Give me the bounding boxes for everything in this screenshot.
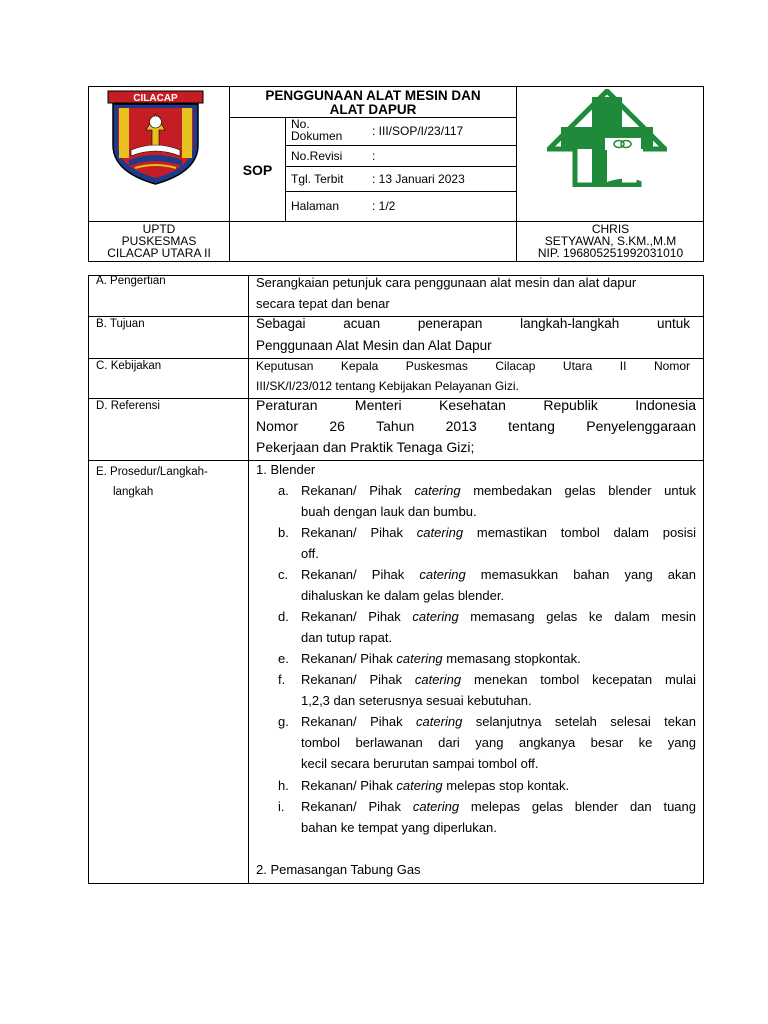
list-item <box>301 564 696 606</box>
list-item-letter: g. <box>278 714 289 729</box>
list-item <box>301 669 696 711</box>
uptd-line2: PUSKESMAS <box>121 234 197 248</box>
list-item-text-line2: off. <box>301 546 319 561</box>
page-value: : 1/2 <box>372 199 396 213</box>
list-item-letter: e. <box>278 651 289 666</box>
list-item <box>301 796 696 838</box>
uptd-label <box>89 223 229 259</box>
referensi-line2: Nomor 26 Tahun 2013 tentang Penyelenggaraan <box>256 418 696 434</box>
uptd-line3: CILACAP UTARA II <box>107 246 211 260</box>
step-blender: 1. Blender <box>256 462 316 477</box>
referensi-line1: Peraturan Menteri Kesehatan Republik Indonesia <box>256 397 696 413</box>
revision-value: : <box>372 149 376 163</box>
section-label-tujuan: B. Tujuan <box>96 318 145 330</box>
issue-date-label: Tgl. Terbit <box>291 172 344 186</box>
list-item-letter: i. <box>278 799 285 814</box>
pengertian-line1: Serangkaian petunjuk cara penggunaan alat mesin dan alat dapur <box>256 275 637 290</box>
signatory-line2: SETYAWAN, S.KM.,M.M <box>544 234 677 248</box>
list-item-prefix: Rekanan/ Pihak <box>301 672 403 687</box>
list-item-italic: catering <box>416 714 463 729</box>
puskesmas-cross-icon <box>547 89 667 187</box>
list-item-prefix: Rekanan/ Pihak <box>301 651 393 666</box>
list-item-prefix: Rekanan/ Pihak <box>301 799 401 814</box>
list-item <box>301 711 696 774</box>
list-item <box>301 775 696 796</box>
list-item-text-line2: dan tutup rapat. <box>301 630 393 645</box>
list-item <box>301 522 696 564</box>
list-item-text-line2: tombol berlawanan dari yang angkanya besar ke yang <box>301 735 696 750</box>
revision-label: No.Revisi <box>291 149 343 163</box>
signatory <box>518 223 703 259</box>
page-label: Halaman <box>291 199 340 213</box>
doc-number-label-line1: No. <box>291 117 310 131</box>
list-item-text-line3: kecil secara berurutan sampai tombol off. <box>301 756 539 771</box>
list-item-italic: catering <box>414 483 461 498</box>
list-item <box>301 648 696 669</box>
doc-number-label-line2: Dokumen <box>291 129 343 143</box>
uptd-line1: UPTD <box>142 222 176 236</box>
list-item-italic: catering <box>396 651 443 666</box>
signatory-line1: CHRIS <box>591 222 630 236</box>
list-item-text: memasang stopkontak. <box>446 651 581 666</box>
list-item-text: memasang gelas ke dalam mesin <box>470 609 696 624</box>
list-item-italic: catering <box>396 778 443 793</box>
list-item-italic: catering <box>419 567 466 582</box>
document-title-line2: ALAT DAPUR <box>329 102 417 117</box>
list-item-text-line2: dihaluskan ke dalam gelas blender. <box>301 588 505 603</box>
issue-date-value: : 13 Januari 2023 <box>372 172 465 186</box>
list-item-text: melepas gelas blender dan tuang <box>470 799 696 814</box>
list-item-letter: a. <box>278 483 289 498</box>
section-content-pengertian <box>256 272 696 314</box>
list-item-letter: c. <box>278 567 289 582</box>
list-item-prefix: Rekanan/ Pihak <box>301 483 402 498</box>
tujuan-line2: Penggunaan Alat Mesin dan Alat Dapur <box>256 338 492 353</box>
signatory-line3: NIP. 196805251992031010 <box>537 246 684 260</box>
doc-number-value: : III/SOP/I/23/117 <box>372 124 464 138</box>
referensi-line3: Pekerjaan dan Praktik Tenaga Gizi; <box>256 439 475 455</box>
list-item-text: membedakan gelas blender untuk <box>473 483 696 498</box>
section-content-referensi <box>256 395 696 458</box>
section-label-prosedur <box>96 462 208 502</box>
list-item-prefix: Rekanan/ Pihak <box>301 567 405 582</box>
list-item-italic: catering <box>414 672 462 687</box>
section-content-kebijakan <box>256 356 690 396</box>
kebijakan-line1: Keputusan Kepala Puskesmas Cilacap Utara II Nomor <box>256 359 690 373</box>
list-item-italic: catering <box>412 799 460 814</box>
pengertian-line2: secara tepat dan benar <box>256 296 390 311</box>
list-item-text-line2: bahan ke tempat yang diperlukan. <box>301 820 497 835</box>
list-item-text: melepas stop kontak. <box>446 778 570 793</box>
list-item-prefix: Rekanan/ Pihak <box>301 525 403 540</box>
document-title-line1: PENGGUNAAN ALAT MESIN DAN <box>265 88 481 103</box>
list-item-prefix: Rekanan/ Pihak <box>301 714 403 729</box>
section-label-pengertian: A. Pengertian <box>96 275 166 287</box>
list-item-letter: h. <box>278 778 289 793</box>
kebijakan-line2: III/SK/I/23/012 tentang Kebijakan Pelayanan Gizi. <box>256 379 519 393</box>
list-item-text: memastikan tombol dalam posisi <box>476 525 697 540</box>
section-label-referensi: D. Referensi <box>96 400 160 412</box>
emblem-banner-text: CILACAP <box>133 93 178 104</box>
sop-label: SOP <box>242 162 273 178</box>
prosedur-label-line1: E. Prosedur/Langkah- <box>96 466 208 478</box>
list-item-letter: d. <box>278 609 289 624</box>
list-item-letter: b. <box>278 525 289 540</box>
doc-number-label <box>291 118 342 142</box>
list-item-text: menekan tombol kecepatan mulai <box>473 672 697 687</box>
cilacap-emblem-icon <box>107 90 204 186</box>
list-item-text: selanjutnya setelah selesai tekan <box>475 714 696 729</box>
list-item <box>301 606 696 648</box>
list-item-prefix: Rekanan/ Pihak <box>301 609 401 624</box>
prosedur-label-line2: langkah <box>113 486 154 498</box>
section-label-kebijakan: C. Kebijakan <box>96 360 162 372</box>
list-item-italic: catering <box>412 609 459 624</box>
list-item <box>301 480 696 522</box>
list-item-text: memasukkan bahan yang akan <box>480 567 696 582</box>
tujuan-line1: Sebagai acuan penerapan langkah-langkah untuk <box>256 316 690 331</box>
list-item-text-line2: buah dengan lauk dan bumbu. <box>301 504 477 519</box>
section-content-tujuan <box>256 313 690 357</box>
list-item-prefix: Rekanan/ Pihak <box>301 778 393 793</box>
list-item-letter: f. <box>278 672 286 687</box>
list-item-italic: catering <box>416 525 464 540</box>
list-item-text-line2: 1,2,3 dan seterusnya sesuai kebutuhan. <box>301 693 532 708</box>
step-gas-tube: 2. Pemasangan Tabung Gas <box>256 862 421 877</box>
